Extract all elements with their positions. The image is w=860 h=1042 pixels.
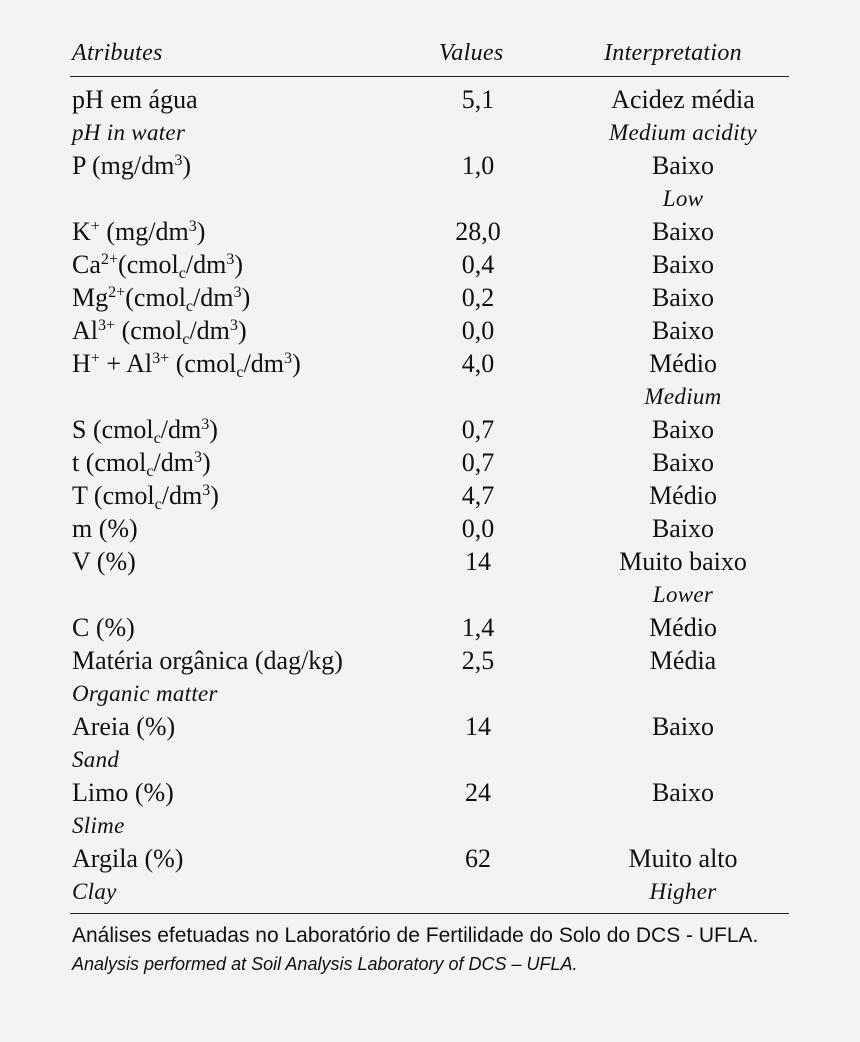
attribute-cell: S $(cmol_c/dm^3)$	[72, 415, 218, 447]
interpretation-cell: Low	[662, 186, 704, 211]
attribute-cell: Limo (%)	[72, 778, 174, 807]
attribute-cell: $Mg^{2+}(cmol_c/dm^3)$	[72, 283, 251, 315]
attribute-cell: C (%)	[72, 613, 135, 642]
attribute-cell: P $(mg/dm^3)$	[72, 151, 192, 180]
interpretation-cell: Muito baixo	[619, 547, 747, 576]
interpretation-cell: Baixo	[651, 415, 715, 444]
attribute-cell: T $(cmol_c/dm^3)$	[72, 481, 219, 513]
value-cell: 1,4	[461, 613, 495, 642]
attribute-cell: pH em água	[72, 85, 198, 114]
interpretation-cell: Medium acidity	[609, 120, 757, 145]
table-row	[70, 776, 789, 809]
table-row	[70, 182, 789, 215]
header-attributes: Atributes	[72, 40, 163, 66]
interpretation-cell: Baixo	[651, 514, 715, 543]
value-cell: 4,0	[461, 349, 495, 378]
attribute-cell: Clay	[72, 879, 117, 904]
value-cell: 2,5	[461, 646, 495, 675]
table-row	[70, 413, 789, 446]
interpretation-cell: Baixo	[651, 217, 715, 246]
interpretation-cell: Baixo	[651, 151, 715, 180]
value-cell: 0,0	[461, 514, 495, 543]
value-cell: 1,0	[461, 151, 495, 180]
attribute-cell: $Ca^{2+}(cmol_c/dm^3)$	[72, 250, 244, 282]
interpretation-cell: Baixo	[651, 448, 715, 477]
table-row	[70, 611, 789, 644]
table-row	[70, 248, 789, 281]
table-header	[70, 38, 789, 77]
table-row	[70, 314, 789, 347]
value-cell: 0,7	[461, 415, 495, 444]
table-row	[70, 875, 789, 908]
attribute-cell: V (%)	[72, 547, 136, 576]
footnote-english: Analysis performed at Soil Analysis Laboratory of DCS – UFLA.	[72, 954, 578, 974]
header-interpretation: Interpretation	[604, 40, 742, 66]
value-cell: 0,7	[461, 448, 495, 477]
table-row	[70, 677, 789, 710]
interpretation-cell: Baixo	[651, 316, 715, 345]
value-cell: 5,1	[461, 85, 495, 114]
value-cell: 0,2	[461, 283, 495, 312]
value-cell: 28,0	[455, 217, 501, 246]
table-row	[70, 578, 789, 611]
interpretation-cell: Baixo	[651, 778, 715, 807]
table-row	[70, 380, 789, 413]
attribute-cell: Argila (%)	[72, 844, 184, 873]
table-row	[70, 809, 789, 842]
attribute-cell: Matéria orgânica (dag/kg)	[72, 646, 343, 675]
table-row	[70, 710, 789, 743]
attribute-cell: Organic matter	[72, 681, 218, 706]
interpretation-cell: Medium	[644, 384, 722, 409]
header-values: Values	[439, 40, 504, 66]
interpretation-cell: Médio	[649, 613, 717, 642]
value-cell: 4,7	[461, 481, 495, 510]
attribute-cell: $H^+ + Al^{3+}$ $(cmol_c/dm^3)$	[72, 349, 301, 381]
interpretation-cell: Higher	[649, 879, 717, 904]
value-cell: 62	[465, 844, 491, 873]
interpretation-cell: Lower	[652, 582, 714, 607]
attribute-cell: $Al^{3+}$ $(cmol_c/dm^3)$	[72, 316, 247, 348]
value-cell: 24	[465, 778, 491, 807]
attribute-cell: Sand	[72, 747, 120, 772]
interpretation-cell: Muito alto	[628, 844, 738, 873]
interpretation-cell: Baixo	[651, 712, 715, 741]
value-cell: 0,4	[461, 250, 495, 279]
value-cell: 14	[465, 712, 491, 741]
table-body	[70, 83, 789, 908]
attribute-cell: pH in water	[72, 120, 186, 145]
table-row	[70, 644, 789, 677]
bottom-rule	[70, 913, 789, 914]
table-row	[70, 215, 789, 248]
attribute-cell: Slime	[72, 813, 125, 838]
interpretation-cell: Médio	[649, 349, 717, 378]
table-row	[70, 446, 789, 479]
table-row	[70, 512, 789, 545]
table-row	[70, 545, 789, 578]
value-cell: 14	[465, 547, 491, 576]
table-row	[70, 479, 789, 512]
interpretation-cell: Média	[649, 646, 717, 675]
footnote-portuguese: Análises efetuadas no Laboratório de Fertilidade do Solo do DCS - UFLA.	[72, 924, 759, 947]
attribute-cell: t $(cmol_c/dm^3)$	[72, 448, 211, 480]
value-cell: 0,0	[461, 316, 495, 345]
table-row	[70, 83, 789, 116]
attribute-cell: Areia (%)	[72, 712, 176, 741]
table-row	[70, 347, 789, 380]
table-row	[70, 281, 789, 314]
footnote	[70, 922, 789, 977]
attribute-cell: m (%)	[72, 514, 138, 543]
attribute-cell: K+ $(mg/dm^3)$	[72, 217, 206, 246]
table-row	[70, 842, 789, 875]
interpretation-cell: Acidez média	[611, 85, 755, 114]
soil-analysis-table	[70, 38, 789, 977]
table-row	[70, 149, 789, 182]
interpretation-cell: Baixo	[651, 250, 715, 279]
table-row	[70, 116, 789, 149]
table-row	[70, 743, 789, 776]
interpretation-cell: Médio	[649, 481, 717, 510]
interpretation-cell: Baixo	[651, 283, 715, 312]
